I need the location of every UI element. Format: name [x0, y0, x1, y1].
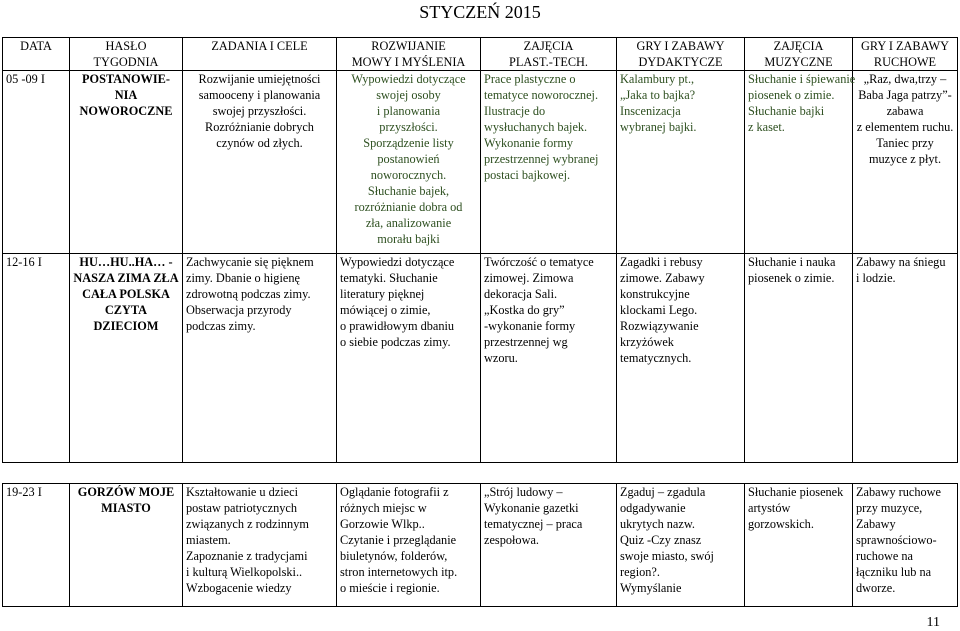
cell-line: gorzowskich. — [748, 517, 814, 531]
cell-line: i kulturą Wielkopolski.. — [186, 565, 303, 579]
cell-line: GORZÓW MOJE — [77, 485, 175, 499]
cell-line: Słuchanie i śpiewanie — [748, 72, 856, 86]
cell-line: Kalambury pt., — [620, 72, 695, 86]
cell-line: Prace plastyczne o — [484, 72, 576, 86]
cell-line: wysłuchanych bajek. — [484, 120, 588, 134]
cell-line: Zgaduj – zgadula — [620, 485, 706, 499]
cell-line: zła, analizowanie — [365, 216, 452, 230]
cell-line: Oglądanie fotografii z — [340, 485, 449, 499]
cell-line: tematyce noworocznej. — [484, 88, 599, 102]
cell-line: Wykonanie formy — [484, 136, 574, 150]
cell-line: CZYTA — [104, 303, 148, 317]
cell-line: 12-16 I — [6, 255, 42, 269]
cell-line: DATA — [20, 39, 52, 53]
cell-line: swojej osoby — [376, 88, 441, 102]
cell-line: NOWOROCZNE — [79, 104, 173, 118]
cell-line: Taniec przy — [876, 136, 934, 150]
cell-line: Słuchanie bajki — [748, 104, 825, 118]
cell-line: o mieście i regionie. — [340, 581, 440, 595]
cell-line: tematyki. Słuchanie — [340, 271, 438, 285]
cell-line: zabawa — [886, 104, 924, 118]
cell-line: Zabawy ruchowe — [856, 485, 942, 499]
cell-line: Słuchanie bajek, — [367, 184, 450, 198]
cell-line: CAŁA POLSKA — [82, 287, 170, 301]
cell-line: DZIECIOM — [93, 319, 159, 333]
cell-line: biuletynów, folderów, — [340, 549, 448, 563]
cell-line: muzyce z płyt. — [868, 152, 942, 166]
cell-line: „Kostka do gry” — [484, 303, 565, 317]
cell-line: zimowe. Zabawy — [620, 271, 705, 285]
cell-line: MIASTO — [101, 501, 151, 515]
cell-line: HASŁO — [105, 39, 147, 53]
cell-line: krzyżówek — [620, 335, 674, 349]
cell-line: mówiącej o zimie, — [340, 303, 431, 317]
cell-line: HU…HU..HA… - — [79, 255, 173, 269]
cell-line: artystów — [748, 501, 791, 515]
cell-line: swojej przyszłości. — [212, 104, 307, 118]
cell-line: Gorzowie Wlkp.. — [340, 517, 425, 531]
header-haslo — [70, 38, 183, 71]
cell-line: region?. — [620, 565, 660, 579]
cell-line: dekoracja Sali. — [484, 287, 558, 301]
cell-line: morału bajki — [377, 232, 440, 246]
cell-line: przestrzennej wybranej — [484, 152, 599, 166]
plan-table-continued — [2, 483, 958, 607]
cell-line: odgadywanie — [620, 501, 686, 515]
plan-table — [2, 37, 958, 463]
cell-mowa — [337, 71, 481, 254]
cell-line: różnych miejsc w — [340, 501, 427, 515]
cell-line: Słuchanie piosenek — [748, 485, 844, 499]
header-mowa — [337, 38, 481, 71]
cell-line: Obserwacja przyrody — [186, 303, 292, 317]
header-ruchowe — [853, 38, 958, 71]
cell-line: Kształtowanie u dzieci — [186, 485, 298, 499]
cell-line: MOWY I MYŚLENIA — [351, 55, 466, 69]
cell-line: z kaset. — [748, 120, 785, 134]
cell-line: GRY I ZABAWY — [636, 39, 725, 53]
cell-line: i planowania — [376, 104, 441, 118]
cell-line: ruchowe na — [856, 549, 914, 563]
cell-mowa — [337, 484, 481, 607]
cell-line: przyszłości. — [379, 120, 438, 134]
cell-line: podczas zimy. — [186, 319, 256, 333]
cell-line: piosenek o zimie. — [748, 88, 835, 102]
cell-ruchowe — [853, 71, 958, 254]
cell-line: wzoru. — [484, 351, 518, 365]
cell-line: związanych z rodzinnym — [186, 517, 309, 531]
cell-ruchowe — [853, 484, 958, 607]
cell-mowa — [337, 254, 481, 463]
cell-zadania — [183, 254, 337, 463]
table-row — [3, 484, 958, 607]
cell-line: Rozróżnianie dobrych — [205, 120, 314, 134]
cell-line: noworocznych. — [370, 168, 447, 182]
cell-date — [3, 484, 70, 607]
header-plast — [481, 38, 617, 71]
cell-line: Inscenizacja — [620, 104, 681, 118]
cell-line: „Raz, dwa,trzy – — [863, 72, 947, 86]
cell-haslo — [70, 254, 183, 463]
page-title: STYCZEŃ 2015 — [419, 2, 541, 22]
cell-line: piosenek o zimie. — [748, 271, 835, 285]
cell-line: wybranej bajki. — [620, 120, 697, 134]
cell-zadania — [183, 484, 337, 607]
cell-line: przy muzyce, — [856, 501, 923, 515]
cell-line: TYGODNIA — [93, 55, 159, 69]
cell-line: o siebie podczas zimy. — [340, 335, 451, 349]
cell-line: sprawnościowo- — [856, 533, 937, 547]
cell-line: 05 -09 I — [6, 72, 45, 86]
cell-dydakt — [617, 484, 745, 607]
cell-line: klockami Lego. — [620, 303, 698, 317]
cell-muzyczne — [745, 71, 856, 254]
cell-line: ROZWIJANIE — [371, 39, 446, 53]
header-row — [3, 38, 958, 71]
cell-line: literatury pięknej — [340, 287, 425, 301]
cell-line: Rozwiązywanie — [620, 319, 699, 333]
cell-line: swoje miasto, swój — [620, 549, 714, 563]
cell-line: tematycznej – praca — [484, 517, 583, 531]
cell-line: GRY I ZABAWY — [860, 39, 950, 53]
cell-line: Zachwycanie się pięknem — [186, 255, 314, 269]
cell-line: „Jaka to bajka? — [620, 88, 696, 102]
table-row — [3, 254, 958, 463]
page-number: 11 — [926, 615, 940, 630]
cell-line: zimy. Dbanie o higienę — [186, 271, 300, 285]
cell-line: tematycznych. — [620, 351, 692, 365]
cell-line: zespołowa. — [484, 533, 539, 547]
cell-zadania — [183, 71, 337, 254]
cell-haslo — [70, 484, 183, 607]
cell-line: ZAJĘCIA — [773, 39, 824, 53]
cell-line: Ilustracje do — [484, 104, 546, 118]
cell-line: DYDAKTYCZE — [638, 55, 723, 69]
cell-line: -wykonanie formy — [484, 319, 576, 333]
cell-line: ZAJĘCIA — [523, 39, 574, 53]
cell-line: Quiz -Czy znasz — [620, 533, 702, 547]
cell-line: przestrzennej wg — [484, 335, 568, 349]
cell-line: samooceny i planowania — [198, 88, 321, 102]
cell-line: „Strój ludowy – — [484, 485, 563, 499]
cell-line: łączniku lub na — [856, 565, 932, 579]
cell-line: rozróżnianie dobra od — [354, 200, 463, 214]
cell-line: zimowej. Zimowa — [484, 271, 574, 285]
cell-line: o prawidłowym dbaniu — [340, 319, 455, 333]
cell-date — [3, 254, 70, 463]
cell-line: Twórczość o tematyce — [484, 255, 594, 269]
cell-plast — [481, 484, 617, 607]
cell-ruchowe — [853, 254, 958, 463]
header-dydakt — [617, 38, 745, 71]
cell-line: dworze. — [856, 581, 896, 595]
cell-line: POSTANOWIE- — [82, 72, 170, 86]
cell-line: postaw patriotycznych — [186, 501, 297, 515]
cell-line: Wykonanie gazetki — [484, 501, 579, 515]
cell-line: ukrytych nazw. — [620, 517, 696, 531]
header-muzyczne — [745, 38, 853, 71]
cell-plast — [481, 71, 617, 254]
cell-line: Wymyślanie — [620, 581, 682, 595]
cell-haslo — [70, 71, 183, 254]
cell-line: z elementem ruchu. — [856, 120, 954, 134]
cell-line: ZADANIA I CELE — [211, 39, 308, 53]
cell-muzyczne — [745, 254, 853, 463]
cell-line: RUCHOWE — [873, 55, 937, 69]
cell-dydakt — [617, 71, 745, 254]
cell-line: postaci bajkowej. — [484, 168, 571, 182]
cell-line: postanowień — [377, 152, 440, 166]
table-row — [3, 71, 958, 254]
cell-line: Wypowiedzi dotyczące — [340, 255, 455, 269]
cell-line: Zabawy na śniegu — [856, 255, 946, 269]
cell-line: PLAST.-TECH. — [508, 55, 589, 69]
cell-line: NIA — [114, 88, 138, 102]
header-zadania — [183, 38, 337, 71]
cell-line: Wypowiedzi dotyczące — [351, 72, 466, 86]
cell-line: czynów od złych. — [216, 136, 303, 150]
cell-muzyczne — [745, 484, 853, 607]
cell-line: Sporządzenie listy — [363, 136, 454, 150]
cell-line: miastem. — [186, 533, 231, 547]
header-date — [3, 38, 70, 71]
cell-line: 19-23 I — [6, 485, 42, 499]
cell-line: NASZA ZIMA ZŁA — [73, 271, 179, 285]
cell-line: Zagadki i rebusy — [620, 255, 703, 269]
cell-line: i lodzie. — [856, 271, 896, 285]
cell-plast — [481, 254, 617, 463]
cell-line: Baba Jaga patrzy”- — [858, 88, 952, 102]
cell-line: zdrowotną podczas zimy. — [186, 287, 311, 301]
cell-line: Czytanie i przeglądanie — [340, 533, 457, 547]
cell-dydakt — [617, 254, 745, 463]
cell-line: stron internetowych itp. — [340, 565, 458, 579]
cell-line: Rozwijanie umiejętności — [198, 72, 321, 86]
cell-line: Zapoznanie z tradycjami — [186, 549, 308, 563]
cell-line: Zabawy — [856, 517, 896, 531]
cell-line: MUZYCZNE — [764, 55, 833, 69]
cell-line: Wzbogacenie wiedzy — [186, 581, 292, 595]
cell-line: Słuchanie i nauka — [748, 255, 836, 269]
cell-line: konstrukcyjne — [620, 287, 690, 301]
cell-date — [3, 71, 70, 254]
